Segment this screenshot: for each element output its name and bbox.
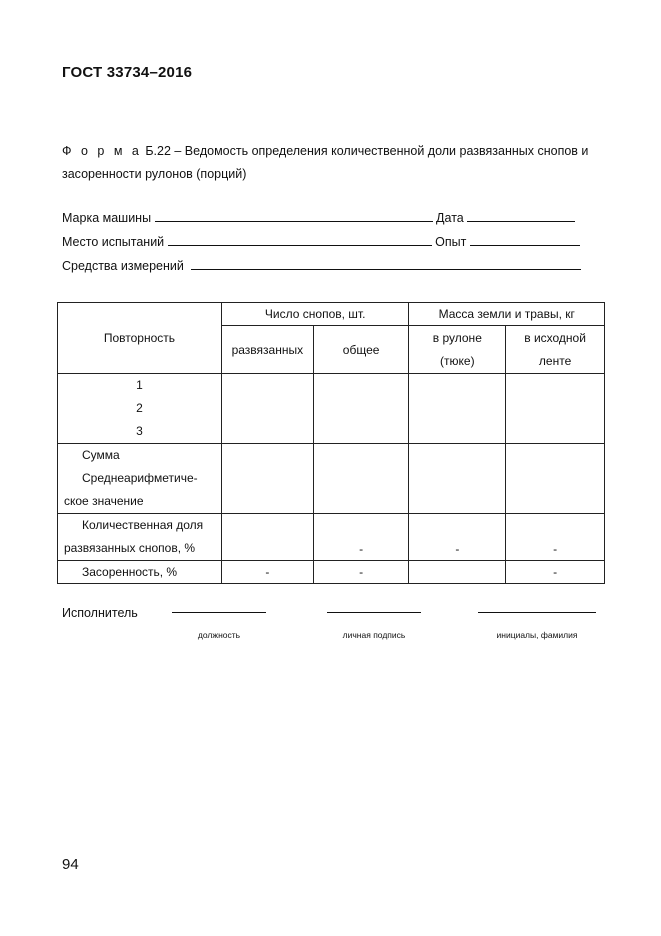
- machine-field-row: [62, 210, 575, 225]
- name-caption: инициалы, фамилия: [496, 630, 578, 640]
- header-in-roll: [409, 326, 506, 374]
- instruments-blank: [191, 258, 581, 270]
- name-blank: [478, 612, 596, 613]
- position-blank: [172, 612, 266, 613]
- instruments-label: Средства измерений: [62, 259, 184, 273]
- header-soil-mass: Масса земли и травы, кг: [409, 303, 605, 326]
- table-cell: [313, 374, 409, 444]
- signature-caption: личная подпись: [342, 630, 406, 640]
- repeat-numbers-cell: [58, 374, 222, 444]
- date-label: Дата: [436, 211, 464, 225]
- table-cell: [409, 444, 506, 514]
- table-row-repeats: [58, 374, 605, 444]
- table-row-contamination: [58, 561, 605, 584]
- header-untied: развязанных: [221, 326, 313, 374]
- signature-blank: [327, 612, 421, 613]
- header-in-roll-line1: в рулоне: [432, 330, 482, 345]
- place-label: Место испытаний: [62, 235, 165, 249]
- machine-blank: [155, 210, 433, 222]
- place-field-row: [62, 234, 580, 249]
- form-title-text: Б.22 – Ведомость определения количественной доли развязанных снопов и засоренности рулонов (порций): [62, 144, 589, 181]
- row-label-share-line2: развязанных снопов, %: [64, 541, 196, 555]
- row-label-sum: Сумма: [82, 448, 120, 462]
- share-value-in-tape: -: [506, 514, 605, 561]
- experiment-label: Опыт: [435, 235, 467, 249]
- row-label-share-line1: Количественная доля: [82, 518, 204, 532]
- repeat-number: 2: [136, 401, 143, 415]
- row-label-mean-line2: ское значение: [64, 494, 144, 508]
- header-repeat: Повторность: [58, 303, 222, 374]
- share-value-untied: [221, 514, 313, 561]
- sum-mean-labels-cell: [58, 444, 222, 514]
- instruments-field-row: [62, 258, 581, 273]
- page-number: 94: [62, 856, 79, 873]
- repeat-number: 3: [136, 424, 143, 438]
- table-cell: [506, 374, 605, 444]
- date-blank: [467, 210, 575, 222]
- header-in-tape-line2: ленте: [538, 353, 572, 368]
- contam-value-untied: -: [221, 561, 313, 584]
- place-blank: [168, 234, 432, 246]
- header-sheaves-count: Число снопов, шт.: [221, 303, 409, 326]
- position-caption: должность: [197, 630, 241, 640]
- header-total: общее: [313, 326, 409, 374]
- form-title: [62, 140, 607, 186]
- document-code: ГОСТ 33734–2016: [62, 64, 193, 81]
- table-cell: [221, 444, 313, 514]
- form-title-prefix: Ф о р м а: [62, 144, 142, 158]
- header-in-tape: [506, 326, 605, 374]
- contam-value-total: -: [313, 561, 409, 584]
- experiment-blank: [470, 234, 580, 246]
- share-label-cell: [58, 514, 222, 561]
- table-cell: [506, 444, 605, 514]
- table-cell: [313, 444, 409, 514]
- header-in-roll-line2: (тюке): [440, 353, 475, 368]
- share-value-total: -: [313, 514, 409, 561]
- row-label-contamination: Засоренность, %: [58, 561, 222, 584]
- table-row-sum-mean: [58, 444, 605, 514]
- measurement-table: [57, 302, 605, 584]
- table-cell: [409, 374, 506, 444]
- table-cell: [221, 374, 313, 444]
- repeat-number: 1: [136, 378, 143, 392]
- row-label-mean-line1: Среднеарифметиче-: [82, 471, 198, 485]
- executor-label: Исполнитель: [62, 606, 138, 620]
- header-in-tape-line1: в исходной: [524, 330, 586, 345]
- contam-value-in-roll: [409, 561, 506, 584]
- contam-value-in-tape: -: [506, 561, 605, 584]
- share-value-in-roll: -: [409, 514, 506, 561]
- machine-label: Марка машины: [62, 211, 152, 225]
- table-row-share: [58, 514, 605, 561]
